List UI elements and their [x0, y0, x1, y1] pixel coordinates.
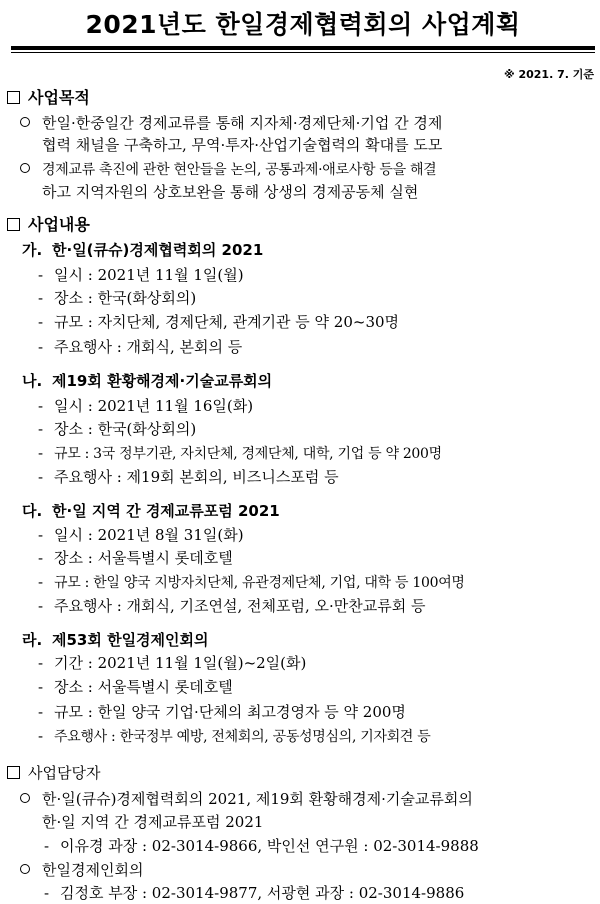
contact-group-text: 한·일(큐슈)경제협력회의 2021, 제19회 환황해경제·기술교류회의 [42, 790, 473, 808]
event-detail: - 주요행사 : 제19회 본회의, 비즈니스포럼 등 [38, 468, 339, 486]
event-detail-text: 규모 : 한일 양국 지방자치단체, 유관경제단체, 기업, 대학 등 100여명 [54, 575, 465, 591]
contact-person-text: 김정호 부장 : 02-3014-9877, 서광현 과장 : 02-3014-9886 [60, 884, 465, 902]
event-detail: - 주요행사 : 한국정부 예방, 전체회의, 공동성명심의, 기자회견 등 [38, 727, 431, 745]
page-title: 2021년도 한일경제협력회의 사업계획 [85, 10, 521, 39]
event-detail: - 장소 : 한국(화상회의) [38, 289, 197, 307]
circle-bullet-icon [20, 793, 30, 803]
section-purpose-heading [7, 87, 90, 109]
contact-group-2-line1 [20, 859, 143, 881]
event-detail-text: 장소 : 한국(화상회의) [54, 420, 197, 438]
event-detail-text: 장소 : 서울특별시 롯데호텔 [54, 549, 233, 567]
event-detail-text: 기간 : 2021년 11월 1일(월)~2일(화) [54, 654, 307, 672]
title-rule-thick [11, 46, 595, 50]
event-title-text: 제53회 한일경제인회의 [52, 631, 209, 649]
event-detail: - 장소 : 서울특별시 롯데호텔 [38, 549, 233, 567]
event-detail-text: 주요행사 : 제19회 본회의, 비즈니스포럼 등 [54, 468, 339, 486]
contact-group-1-line2: 한·일 지역 간 경제교류포럼 2021 [42, 813, 264, 831]
event-detail-text: 장소 : 한국(화상회의) [54, 289, 197, 307]
circle-bullet-icon [20, 117, 30, 127]
purpose-item-1-line2: 협력 채널을 구축하고, 무역·투자·산업기술협력의 확대를 도모 [42, 136, 443, 154]
event-detail: - 주요행사 : 개회식, 본회의 등 [38, 338, 243, 356]
contact-person: - 이유경 과장 : 02-3014-9866, 박인선 연구원 : 02-3014-9888 [44, 837, 479, 855]
contact-person-text: 이유경 과장 : 02-3014-9866, 박인선 연구원 : 02-3014-9888 [60, 837, 479, 855]
event-detail: - 규모 : 자치단체, 경제단체, 관계기관 등 약 20~30명 [38, 313, 400, 331]
event-label: 라. [22, 631, 43, 649]
contact-person: - 김정호 부장 : 02-3014-9877, 서광현 과장 : 02-3014-9886 [44, 884, 465, 902]
event-label: 다. [22, 502, 43, 520]
section-purpose-label: 사업목적 [28, 88, 90, 107]
event-detail: - 일시 : 2021년 8월 31일(화) [38, 526, 244, 544]
event-detail-text: 주요행사 : 개회식, 기조연설, 전체포럼, 오·만찬교류회 등 [54, 597, 426, 615]
event-detail-text: 규모 : 3국 정부기관, 자치단체, 경제단체, 대학, 기업 등 약 200명 [54, 446, 442, 462]
circle-bullet-icon [20, 864, 30, 874]
event-detail-text: 주요행사 : 개회식, 본회의 등 [54, 338, 243, 356]
purpose-item-text: 한일·한중일간 경제교류를 통해 지자체·경제단체·기업 간 경제 [42, 114, 443, 132]
event-detail: - 규모 : 한일 양국 기업·단체의 최고경영자 등 약 200명 [38, 703, 406, 721]
event-detail: - 규모 : 3국 정부기관, 자치단체, 경제단체, 대학, 기업 등 약 200명 [38, 444, 442, 462]
event-title [22, 500, 280, 522]
section-content-heading [7, 214, 90, 236]
event-detail: - 규모 : 한일 양국 지방자치단체, 유관경제단체, 기업, 대학 등 100여명 [38, 573, 465, 591]
square-bullet-icon [7, 766, 20, 779]
event-title-text: 한·일 지역 간 경제교류포럼 2021 [52, 502, 280, 520]
event-label: 가. [22, 241, 43, 259]
event-detail: - 장소 : 한국(화상회의) [38, 420, 197, 438]
event-detail: - 장소 : 서울특별시 롯데호텔 [38, 678, 233, 696]
purpose-item-2-line1 [20, 158, 436, 181]
section-contacts-heading [7, 762, 100, 784]
contact-group-1-line1 [20, 788, 473, 810]
event-title-text: 제19회 환황해경제·기술교류회의 [52, 372, 273, 390]
event-detail-text: 규모 : 자치단체, 경제단체, 관계기관 등 약 20~30명 [54, 313, 400, 331]
event-detail-text: 주요행사 : 한국정부 예방, 전체회의, 공동성명심의, 기자회견 등 [54, 729, 431, 745]
event-title [22, 370, 272, 392]
purpose-item-text: 경제교류 촉진에 관한 현안들을 논의, 공통과제·애로사항 등을 해결 [42, 162, 437, 178]
square-bullet-icon [7, 91, 20, 104]
contact-group-text: 한일경제인회의 [42, 861, 144, 879]
event-title [22, 629, 209, 651]
event-detail-text: 일시 : 2021년 11월 16일(화) [54, 397, 254, 415]
circle-bullet-icon [20, 163, 30, 173]
purpose-item-1-line1 [20, 112, 442, 134]
event-detail: - 주요행사 : 개회식, 기조연설, 전체포럼, 오·만찬교류회 등 [38, 597, 426, 615]
title-rule-thin [11, 52, 595, 53]
event-detail-text: 장소 : 서울특별시 롯데호텔 [54, 678, 233, 696]
event-title [22, 239, 263, 261]
event-detail-text: 일시 : 2021년 8월 31일(화) [54, 526, 244, 544]
purpose-item-2-line2: 하고 지역자원의 상호보완을 통해 상생의 경제공동체 실현 [42, 183, 419, 201]
event-detail-text: 일시 : 2021년 11월 1일(월) [54, 266, 244, 284]
event-detail: - 일시 : 2021년 11월 1일(월) [38, 266, 244, 284]
event-detail: - 일시 : 2021년 11월 16일(화) [38, 397, 254, 415]
event-label: 나. [22, 372, 43, 390]
event-detail-text: 규모 : 한일 양국 기업·단체의 최고경영자 등 약 200명 [54, 703, 406, 721]
square-bullet-icon [7, 218, 20, 231]
section-content-label: 사업내용 [28, 215, 90, 234]
event-title-text: 한·일(큐슈)경제협력회의 2021 [52, 241, 264, 259]
event-detail: - 기간 : 2021년 11월 1일(월)~2일(화) [38, 654, 307, 672]
as-of-date: ※ 2021. 7. 기준 [503, 68, 594, 81]
section-contacts-label: 사업담당자 [28, 764, 101, 782]
title-block [11, 4, 595, 53]
